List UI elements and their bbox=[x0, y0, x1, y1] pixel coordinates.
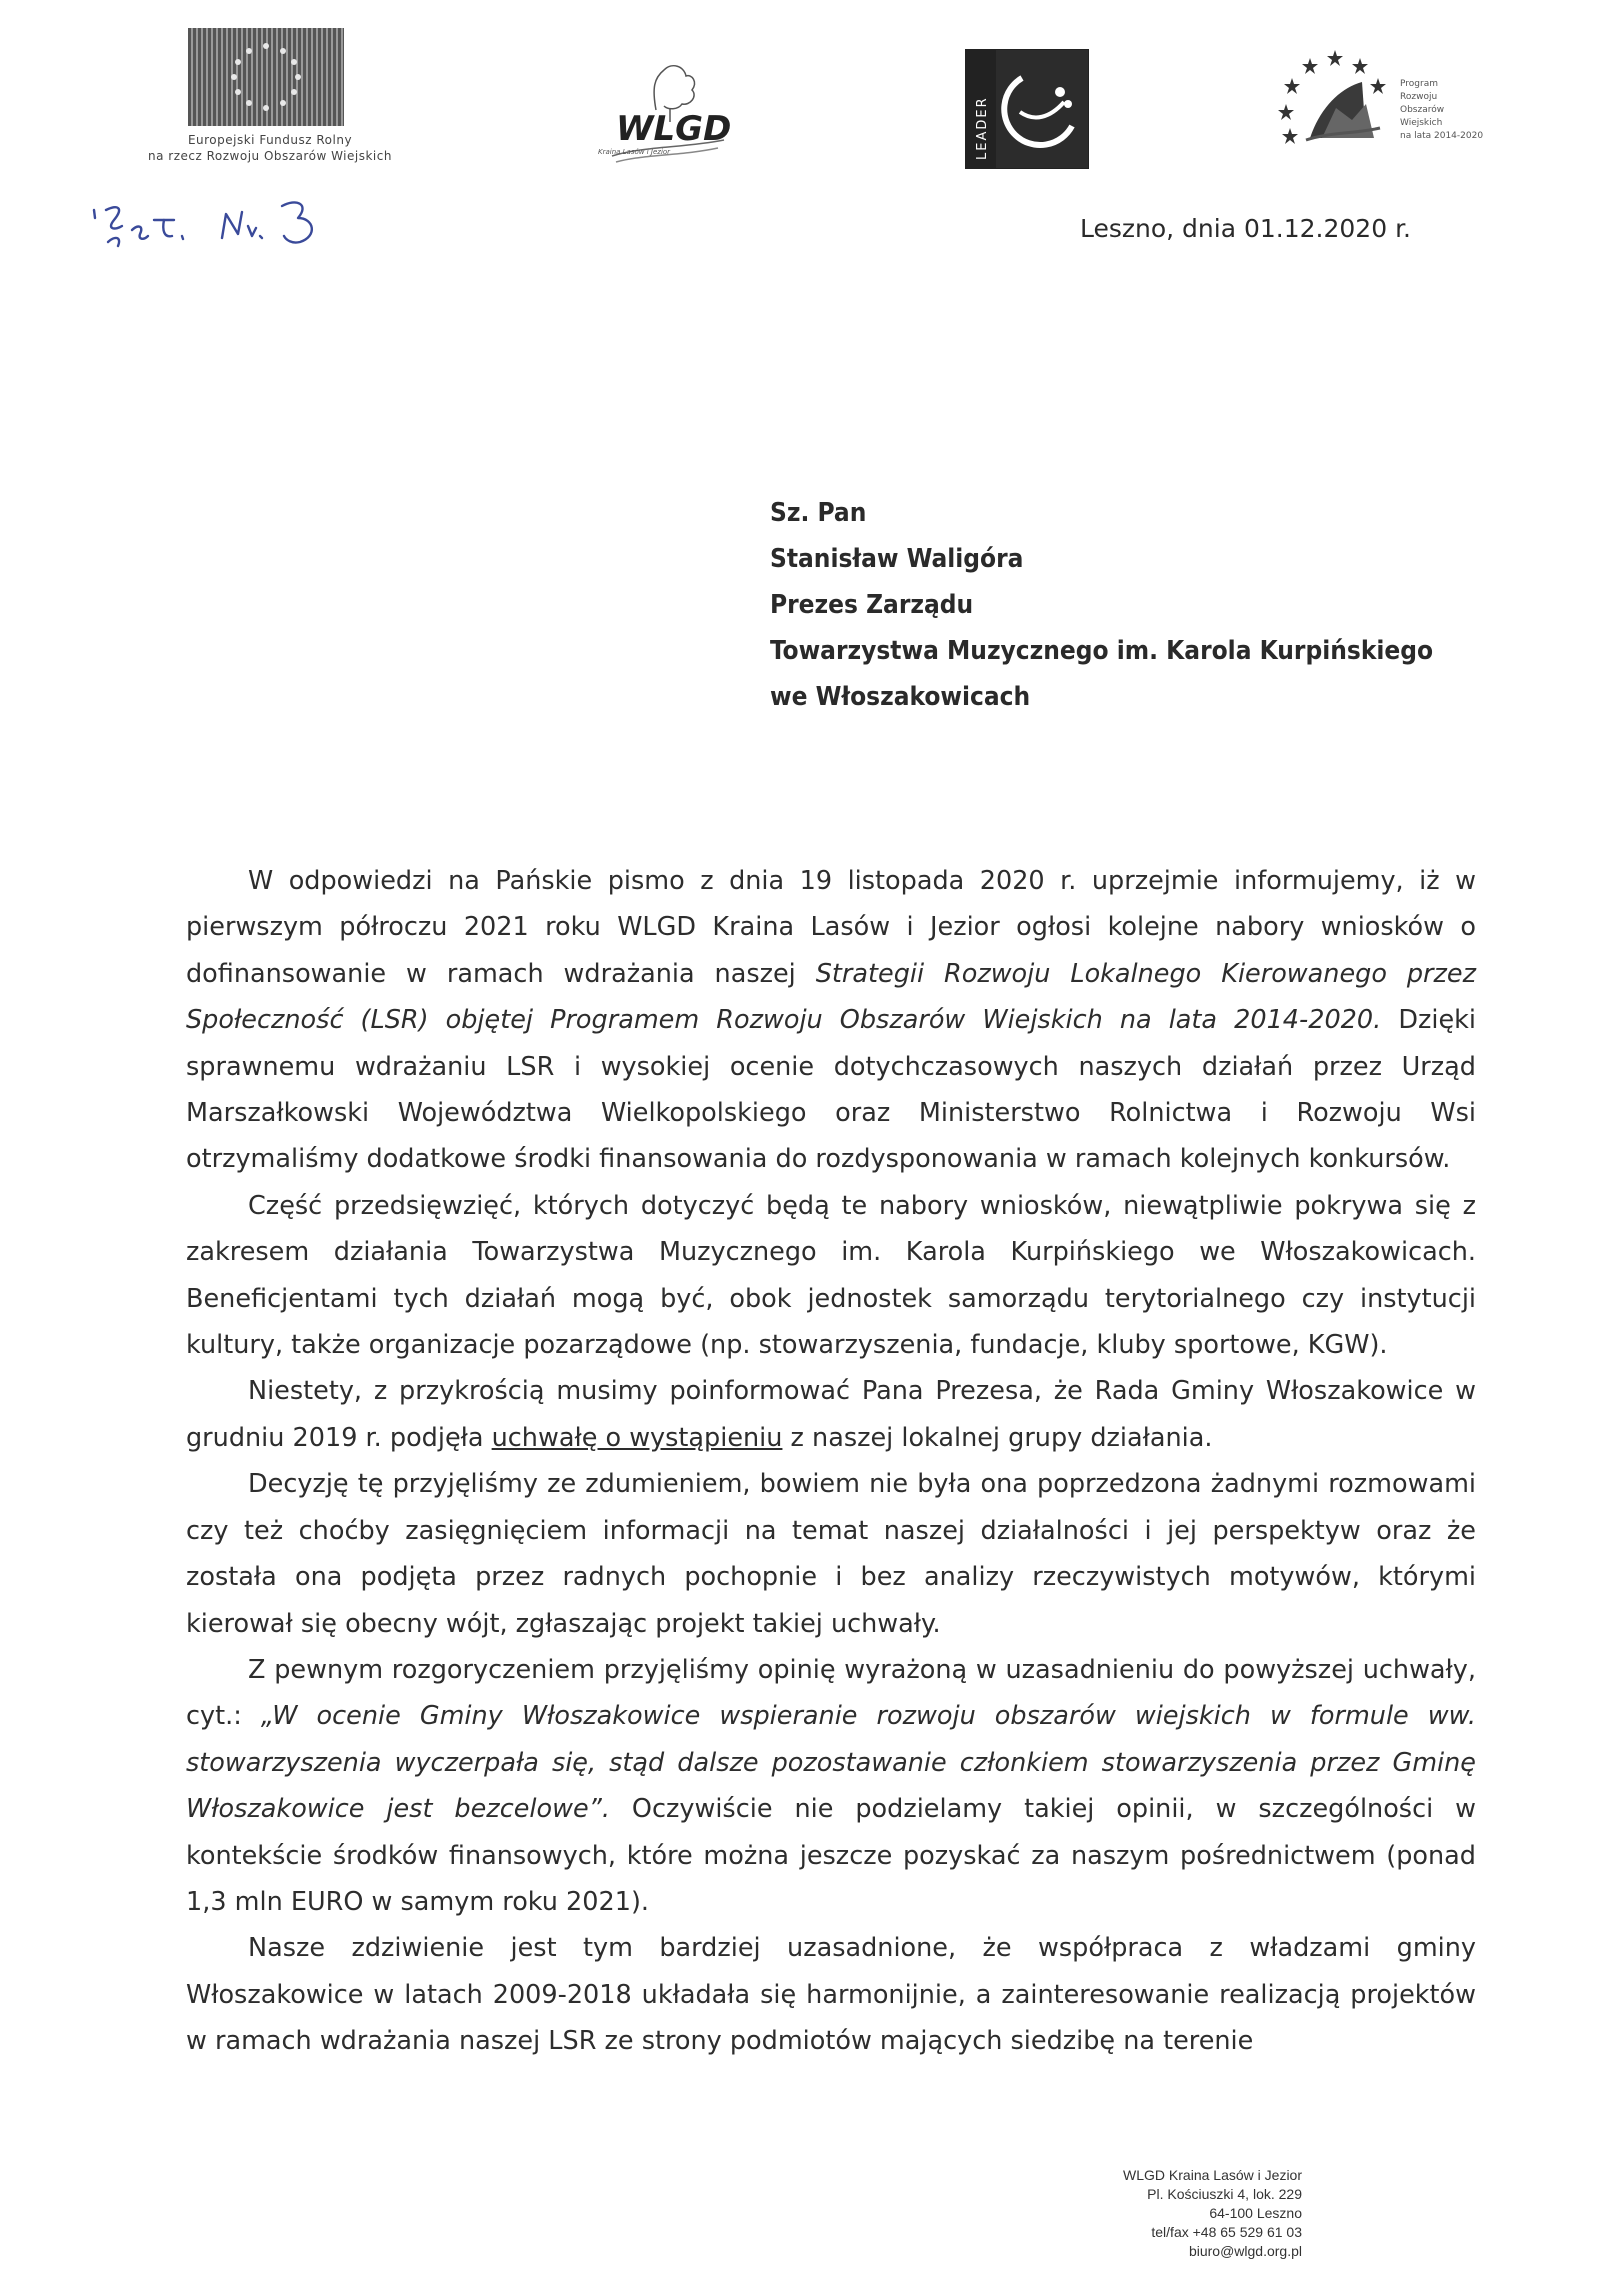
footer-street: Pl. Kościuszki 4, lok. 229 bbox=[1147, 2186, 1302, 2202]
addressee-block bbox=[770, 490, 1433, 720]
body-paragraph bbox=[186, 1368, 1476, 1461]
footer-org-name: WLGD Kraina Lasów i Jezior bbox=[1123, 2167, 1302, 2183]
prow-caption-line: Wiejskich bbox=[1400, 118, 1443, 128]
wlgd-logo bbox=[594, 48, 744, 168]
body-paragraph bbox=[186, 1925, 1476, 2064]
paragraph-text: Niestety, z przykrością musimy poinformować Pana Prezesa, że Rada Gminy Włoszakowice w grudniu 2019 r. podjęła bbox=[186, 1376, 1476, 1453]
wlgd-logo-subtext: Kraina Lasów i Jezior bbox=[598, 148, 671, 156]
paragraph-text: Nasze zdziwienie jest tym bardziej uzasadnione, że współpraca z władzami gminy Włoszakowice w latach 2009-2018 układała się harmonijnie, a zainteresowanie realizacją projektów w ramach wdrażania naszej LSR ze strony podmiotów mających siedzibę na terenie bbox=[186, 1933, 1476, 2057]
prow-caption-line: Program bbox=[1400, 79, 1438, 89]
letter-body bbox=[186, 858, 1476, 2065]
paragraph-text: Część przedsięwzięć, których dotyczyć będą te nabory wniosków, niewątpliwie pokrywa się z zakresem działania Towarzystwa Muzycznego im. Karola Kurpińskiego we Włoszakowicach. Beneficjentami tych działań mogą być, obok jednostek samorządu terytorialnego czy instytucji kultury, także organizacje pozarządowe (np. stowarzyszenia, fundacje, kluby sportowe, KGW). bbox=[186, 1190, 1476, 1361]
letter-date: Leszno, dnia 01.12.2020 r. bbox=[1080, 214, 1411, 243]
paragraph-text: Oczywiście nie podzielamy takiej opinii, w szczególności w kontekście środków finansowych, które można jeszcze pozyskać za naszym pośrednictwem (ponad 1,3 mln EURO w samym roku 2021). bbox=[186, 1794, 1477, 1917]
addressee-position: Prezes Zarządu bbox=[770, 590, 974, 620]
paragraph-text: Decyzję tę przyjęliśmy ze zdumieniem, bowiem nie była ona poprzedzona żadnymi rozmowami czy też choćby zasięgnięciem informacji na temat naszej działalności i jej perspektyw oraz że została ona podjęta przez radnych pochopnie i bez analizy rzeczywistych motywów, którymi kierował się obecny wójt, zgłaszając projekt takiej uchwały. bbox=[186, 1469, 1476, 1639]
addressee-organization: Towarzystwa Muzycznego im. Karola Kurpińskiego bbox=[770, 636, 1434, 666]
paragraph-underlined-text: uchwałę o wystąpieniu bbox=[491, 1422, 783, 1453]
paragraph-text: Dzięki sprawnemu wdrażaniu LSR i wysokiej ocenie dotychczasowych naszych działań przez Urząd Marszałkowski Województwa Wielkopolskiego oraz Ministerstwo Rolnictwa i Rozwoju Wsi otrzymaliśmy dodatkowe środki finansowania do rozdysponowania w ramach kolejnych konkursów. bbox=[186, 1005, 1476, 1175]
prow-caption-line: na lata 2014-2020 bbox=[1400, 131, 1484, 141]
addressee-name: Stanisław Waligóra bbox=[770, 544, 1024, 574]
footer-postal-city: 64-100 Leszno bbox=[1209, 2205, 1302, 2221]
paragraph-italic-text: „W ocenie Gminy Włoszakowice wspieranie rozwoju obszarów wiejskich w formule ww. stowarzyszenia wyczerpała się, stąd dalsze pozostawanie członkiem stowarzyszenia przez Gminę Włoszakowice jest bezcelowe”. bbox=[186, 1701, 1476, 1825]
prow-caption bbox=[1400, 78, 1490, 143]
body-paragraph bbox=[186, 858, 1476, 1183]
leader-logo-text: LEADER bbox=[975, 96, 990, 160]
body-paragraph bbox=[186, 1647, 1476, 1925]
wlgd-logo-text: WLGD bbox=[616, 109, 732, 149]
addressee-salutation: Sz. Pan bbox=[770, 498, 867, 528]
body-paragraph bbox=[186, 1461, 1476, 1647]
eu-fund-caption bbox=[110, 132, 430, 164]
prow-caption-line: Obszarów bbox=[1400, 105, 1445, 115]
addressee-location: we Włoszakowicach bbox=[770, 682, 1031, 712]
paragraph-text: z naszej lokalnej grupy działania. bbox=[782, 1422, 1213, 1453]
paragraph-text: W odpowiedzi na Pańskie pismo z dnia 19 listopada 2020 r. uprzejmie informujemy, iż w pierwszym półroczu 2021 roku WLGD Kraina Lasów i Jezior ogłosi kolejne nabory wniosków o dofinansowanie w ramach wdrażania naszej bbox=[186, 866, 1476, 989]
paragraph-italic-text: Strategii Rozwoju Lokalnego Kierowanego przez Społeczność (LSR) objętej Programem Rozwoju Obszarów Wiejskich na lata 2014-2020. bbox=[186, 958, 1477, 1036]
eu-flag-logo bbox=[188, 28, 344, 126]
footer-email: biuro@wlgd.org.pl bbox=[1188, 2243, 1302, 2259]
body-paragraph bbox=[186, 1183, 1476, 1369]
eu-caption-line: Europejski Fundusz Rolny bbox=[187, 133, 353, 147]
prow-caption-line: Rozwoju bbox=[1400, 92, 1438, 102]
footer-phone: tel/fax +48 65 529 61 03 bbox=[1151, 2224, 1302, 2240]
sender-address-footer bbox=[1123, 2166, 1302, 2261]
eu-caption-line: na rzecz Rozwoju Obszarów Wiejskich bbox=[148, 149, 392, 163]
leader-logo bbox=[964, 48, 1090, 170]
paragraph-text: Z pewnym rozgoryczeniem przyjęliśmy opinię wyrażoną w uzasadnieniu do powyższej uchwały, cyt.: bbox=[186, 1654, 1476, 1732]
handwritten-attachment-note bbox=[92, 196, 352, 266]
